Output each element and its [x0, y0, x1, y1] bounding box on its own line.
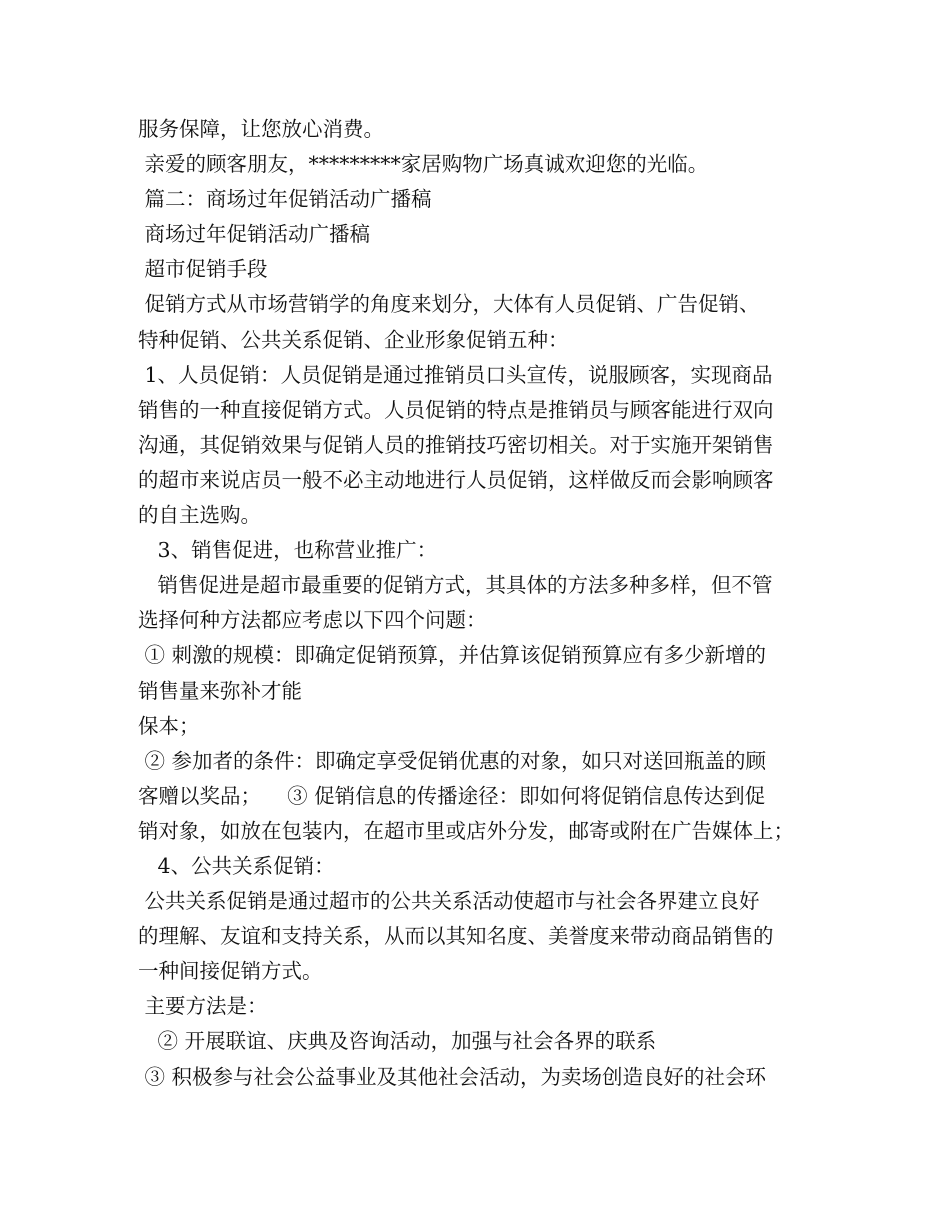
- section-heading: 3、销售促进，也称营业推广：: [138, 538, 438, 563]
- text-line: 沟通，其促销效果与促销人员的推销技巧密切相关。对于实施开架销售: [138, 432, 774, 457]
- text-line: 公共关系促销是通过超市的公共关系活动使超市与社会各界建立良好: [138, 889, 760, 914]
- heading-line: 超市促销手段: [138, 257, 268, 282]
- text-line: 保本；: [138, 713, 200, 738]
- heading-line: 商场过年促销活动广播稿: [138, 222, 371, 247]
- list-item: 客赠以奖品； ③ 促销信息的传播途径：即如何将促销信息传达到促: [138, 783, 766, 808]
- text-line: 促销方式从市场营销学的角度来划分，大体有人员促销、广告促销、: [138, 292, 760, 317]
- section-heading: 4、公共关系促销：: [138, 853, 335, 878]
- text-line: 的理解、友谊和支持关系，从而以其知名度、美誉度来带动商品销售的: [138, 924, 774, 949]
- text-line: 的自主选购。: [138, 503, 261, 528]
- text-line: 主要方法是：: [138, 994, 268, 1019]
- text-line: 销售的一种直接促销方式。人员促销的特点是推销员与顾客能进行双向: [138, 397, 774, 422]
- list-item: ② 参加者的条件：即确定享受促销优惠的对象，如只对送回瓶盖的顾: [138, 748, 767, 773]
- text-line: 的超市来说店员一般不必主动地进行人员促销，这样做反而会影响顾客: [138, 467, 774, 492]
- text-line: 服务保障，让您放心消费。: [138, 117, 384, 141]
- text-line: 亲爱的顾客朋友，*********家居购物广场真诚欢迎您的光临。: [138, 152, 709, 177]
- body-text: [138, 112, 828, 1095]
- list-item: ② 开展联谊、庆典及咨询活动，加强与社会各界的联系: [138, 1029, 657, 1054]
- text-line: 一种间接促销方式。: [138, 959, 323, 984]
- text-line: 销对象，如放在包装内，在超市里或店外分发，邮寄或附在广告媒体上；: [138, 818, 794, 843]
- list-item: ① 刺激的规模：即确定促销预算，并估算该促销预算应有多少新增的: [138, 643, 767, 668]
- heading-line: 篇二：商场过年促销活动广播稿: [138, 187, 432, 212]
- list-item: ③ 积极参与社会公益事业及其他社会活动，为卖场创造良好的社会环: [138, 1064, 767, 1089]
- text-line: 1、人员促销：人员促销是通过推销员口头宣传，说服顾客，实现商品: [138, 362, 773, 387]
- text-line: 销售量来弥补才能: [138, 678, 302, 703]
- text-line: 特种促销、公共关系促销、企业形象促销五种：: [138, 327, 569, 352]
- text-line: 选择何种方法都应考虑以下四个问题：: [138, 608, 487, 633]
- text-line: 销售促进是超市最重要的促销方式，其具体的方法多种多样，但不管: [138, 573, 773, 598]
